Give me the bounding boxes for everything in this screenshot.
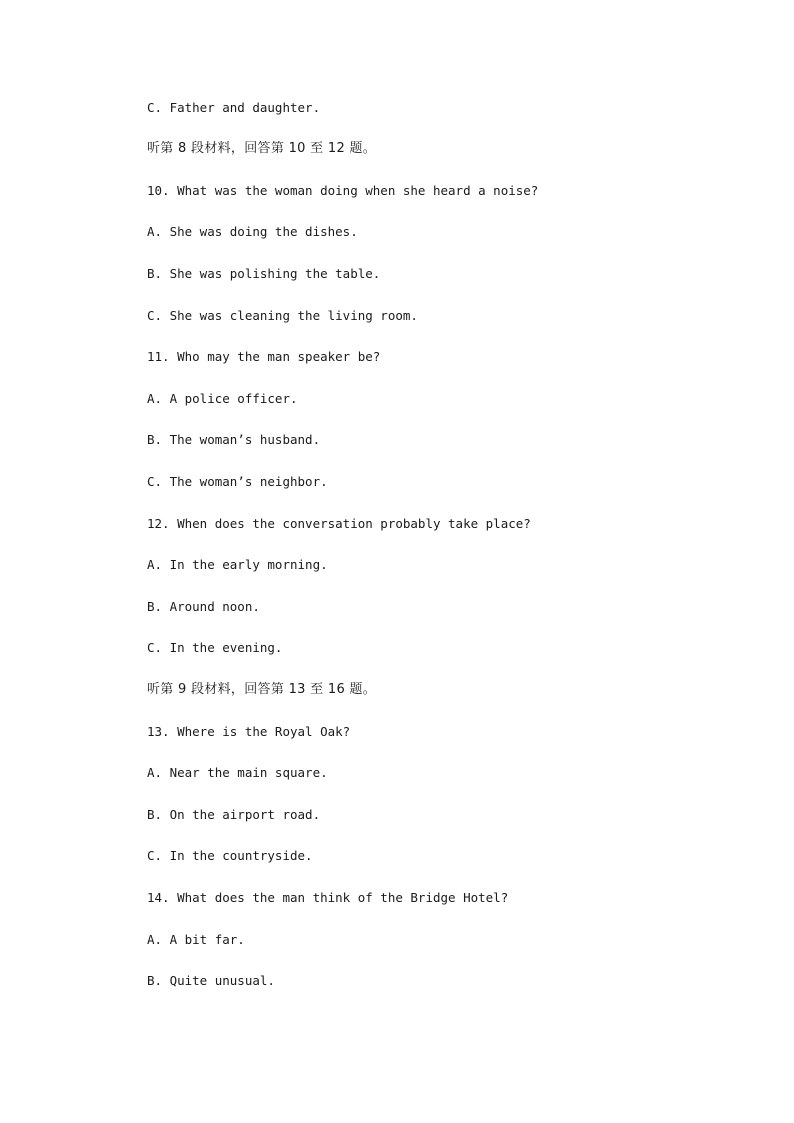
option-c-q12: C. In the evening. — [147, 640, 283, 655]
option-a-q14: A. A bit far. — [147, 932, 245, 947]
option-b-q14: B. Quite unusual. — [147, 973, 275, 988]
option-a-q13: A. Near the main square. — [147, 765, 328, 780]
option-b-q11: B. The woman’s husband. — [147, 432, 321, 447]
option-c-q9: C. Father and daughter. — [147, 100, 321, 115]
section-heading-9: 听第 9 段材料，回答第 13 至 16 题。 — [147, 682, 377, 697]
option-b-q12: B. Around noon. — [147, 599, 260, 614]
question-12: 12. When does the conversation probably take place? — [147, 516, 531, 531]
question-13: 13. Where is the Royal Oak? — [147, 724, 351, 739]
option-c-q10: C. She was cleaning the living room. — [147, 308, 418, 323]
option-a-q12: A. In the early morning. — [147, 557, 328, 572]
section-heading-8: 听第 8 段材料，回答第 10 至 12 题。 — [147, 141, 377, 156]
question-11: 11. Who may the man speaker be? — [147, 349, 381, 364]
option-b-q10: B. She was polishing the table. — [147, 266, 381, 281]
option-c-q13: C. In the countryside. — [147, 848, 313, 863]
option-a-q10: A. She was doing the dishes. — [147, 224, 358, 239]
option-b-q13: B. On the airport road. — [147, 807, 321, 822]
question-10: 10. What was the woman doing when she heard a noise? — [147, 183, 539, 198]
option-a-q11: A. A police officer. — [147, 391, 298, 406]
question-14: 14. What does the man think of the Bridge Hotel? — [147, 890, 509, 905]
option-c-q11: C. The woman’s neighbor. — [147, 474, 328, 489]
